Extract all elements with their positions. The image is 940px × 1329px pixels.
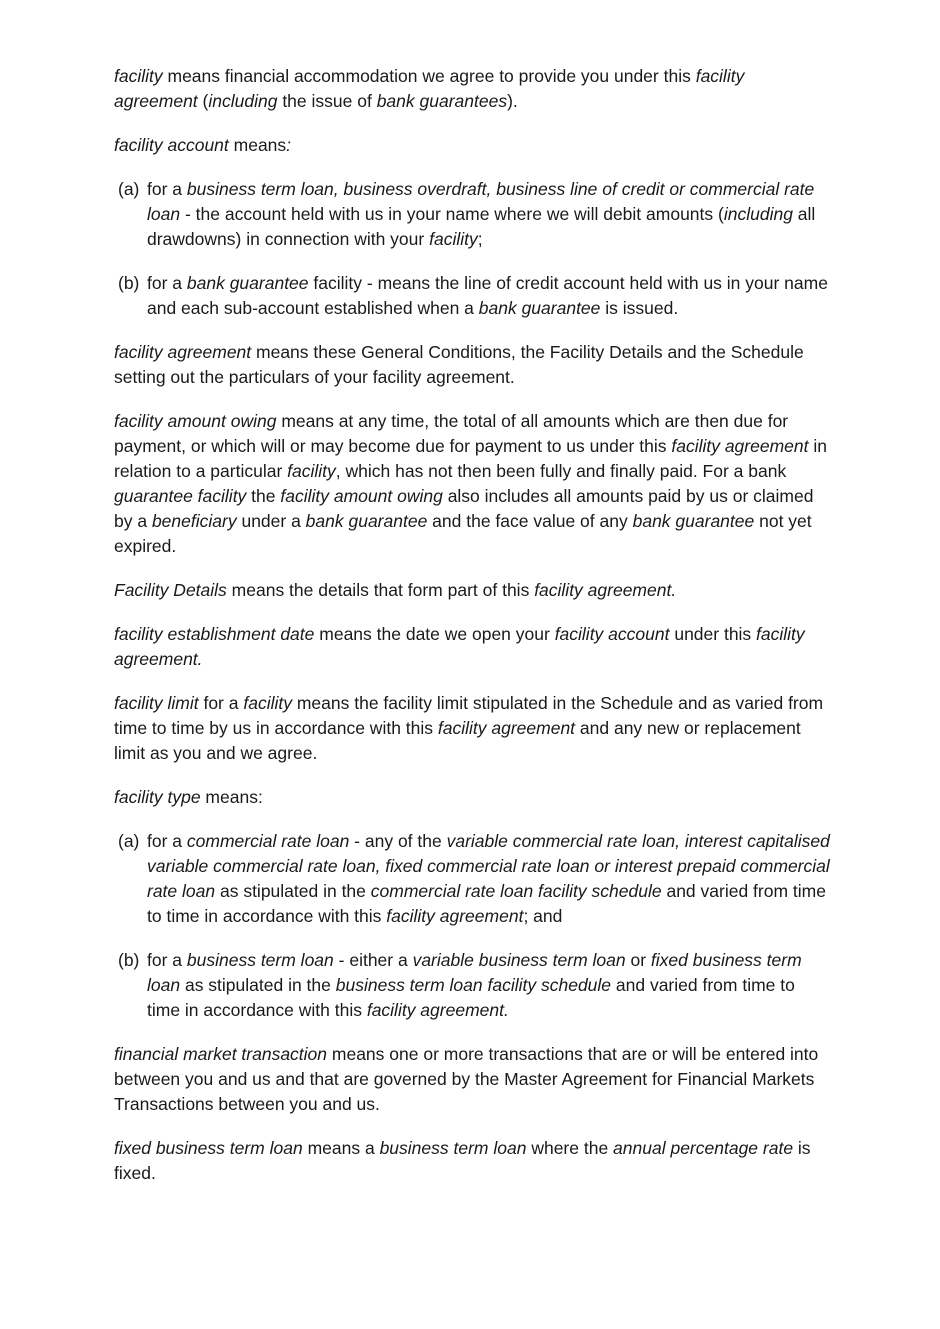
defined-term: facility agreement [114,66,745,111]
text-segment: means the date we open your [314,624,555,644]
defined-term: commercial rate loan facility schedule [370,881,662,901]
list-item-text [147,271,832,321]
text-segment: means the facility limit stipulated in the Schedule and as varied from time to time by us in accordance with this [114,693,824,738]
text-segment: and the face value of any [427,511,633,531]
definition-list-item [114,271,832,321]
defined-term: facility agreement. [366,1000,509,1020]
definition-list-item [114,177,832,252]
defined-term: facility type [114,787,201,807]
defined-term: facility amount owing [114,411,277,431]
defined-term: facility [114,66,163,86]
definition-list-item [114,829,832,929]
text-segment: for a [147,273,187,293]
definition-paragraph [114,1042,832,1117]
defined-term: facility agreement. [114,624,805,669]
defined-term: bank guarantee [186,273,309,293]
text-segment: ; and [523,906,563,926]
text-segment: the issue of [277,91,377,111]
text-segment: is issued. [600,298,679,318]
definition-paragraph [114,409,832,559]
text-segment: or [625,950,651,970]
text-segment: where the [526,1138,614,1158]
list-item-marker: (b) [118,273,140,293]
defined-term: bank guarantee [305,511,428,531]
definition-list-item [114,948,832,1023]
text-segment: means these General Conditions, the Facility Details and the Schedule setting out the particulars of your facility agreement. [114,342,804,387]
text-segment: ( [197,91,209,111]
defined-term: facility [287,461,336,481]
text-segment: and varied from time to time in accordance with this [147,975,795,1020]
text-segment: under a [236,511,306,531]
list-item-text [147,177,832,252]
defined-term: bank guarantee [632,511,755,531]
defined-term: guarantee facility [114,486,247,506]
list-item-marker: (b) [118,950,140,970]
defined-term: business term loan facility schedule [335,975,612,995]
defined-term: financial market transaction [114,1044,328,1064]
text-segment: - any of the [349,831,447,851]
defined-term: facility agreement [671,436,809,456]
text-segment: is fixed. [114,1138,811,1183]
defined-term: bank guarantees [376,91,508,111]
text-segment: for a [198,693,244,713]
defined-term: variable commercial rate loan, interest capitalised variable commercial rate loan, fixed commercial rate loan or interest prepaid commercial rate loan [147,831,830,901]
text-segment: the [246,486,281,506]
text-segment: means one or more transactions that are or will be entered into between you and us and that are governed by the Master Agreement for Financial Markets Transactions between you and us. [114,1044,819,1114]
text-segment: - the account held with us in your name where we will debit amounts ( [180,204,724,224]
text-segment: means at any time, the total of all amounts which are then due for payment, or which will or may become due for payment to us under this [114,411,789,456]
defined-term: : [286,135,292,155]
definition-paragraph [114,133,832,158]
defined-term: fixed business term loan [147,950,802,995]
text-segment: as stipulated in the [215,881,371,901]
list-item-text [147,829,832,929]
defined-term: commercial rate loan [186,831,350,851]
defined-term: beneficiary [151,511,237,531]
defined-term: Facility Details [114,580,227,600]
text-segment: - either a [333,950,413,970]
defined-term: business term loan [379,1138,527,1158]
text-segment: ; [477,229,483,249]
defined-term: facility establishment date [114,624,315,644]
text-segment: means [228,135,287,155]
defined-term: business term loan, business overdraft, business line of credit or commercial rate loan [147,179,815,224]
text-segment: for a [147,950,187,970]
defined-term: fixed business term loan [114,1138,303,1158]
text-segment: and varied from time to time in accordance with this [147,881,826,926]
definition-paragraph [114,64,832,114]
text-segment: not yet expired. [114,511,812,556]
text-segment: means: [200,787,263,807]
defined-term: facility agreement. [534,580,677,600]
text-segment: also includes all amounts paid by us or claimed by a [114,486,814,531]
list-item-marker: (a) [118,831,140,851]
defined-term: business term loan [186,950,334,970]
definitions-list [114,64,832,1186]
defined-term: facility [243,693,292,713]
list-item-text [147,948,832,1023]
text-segment: for a [147,179,187,199]
definition-paragraph [114,622,832,672]
defined-term: facility [429,229,478,249]
text-segment: all drawdowns) in connection with your [147,204,816,249]
definition-paragraph [114,340,832,390]
defined-term: variable business term loan [412,950,626,970]
defined-term: including [208,91,278,111]
text-segment: , which has not then been fully and finally paid. For a bank [335,461,787,481]
defined-term: annual percentage rate [613,1138,794,1158]
text-segment: means the details that form part of this [226,580,535,600]
text-segment: in relation to a particular [114,436,827,481]
text-segment: for a [147,831,187,851]
text-segment: under this [669,624,757,644]
text-segment: as stipulated in the [180,975,336,995]
text-segment: means financial accommodation we agree to provide you under this [162,66,696,86]
text-segment: facility - means the line of credit account held with us in your name and each sub-account established when a [147,273,828,318]
defined-term: including [723,204,793,224]
defined-term: facility limit [114,693,199,713]
text-segment: means a [302,1138,380,1158]
defined-term: facility account [114,135,229,155]
list-item-marker: (a) [118,179,140,199]
definition-paragraph [114,785,832,810]
defined-term: facility agreement [386,906,524,926]
definition-paragraph [114,1136,832,1186]
defined-term: facility account [554,624,670,644]
defined-term: facility agreement [114,342,252,362]
defined-term: facility agreement [437,718,576,738]
definition-paragraph [114,691,832,766]
text-segment: and any new or replacement limit as you and we agree. [114,718,801,763]
text-segment: ). [507,91,518,111]
defined-term: bank guarantee [478,298,601,318]
defined-term: facility amount owing [280,486,443,506]
definition-paragraph [114,578,832,603]
